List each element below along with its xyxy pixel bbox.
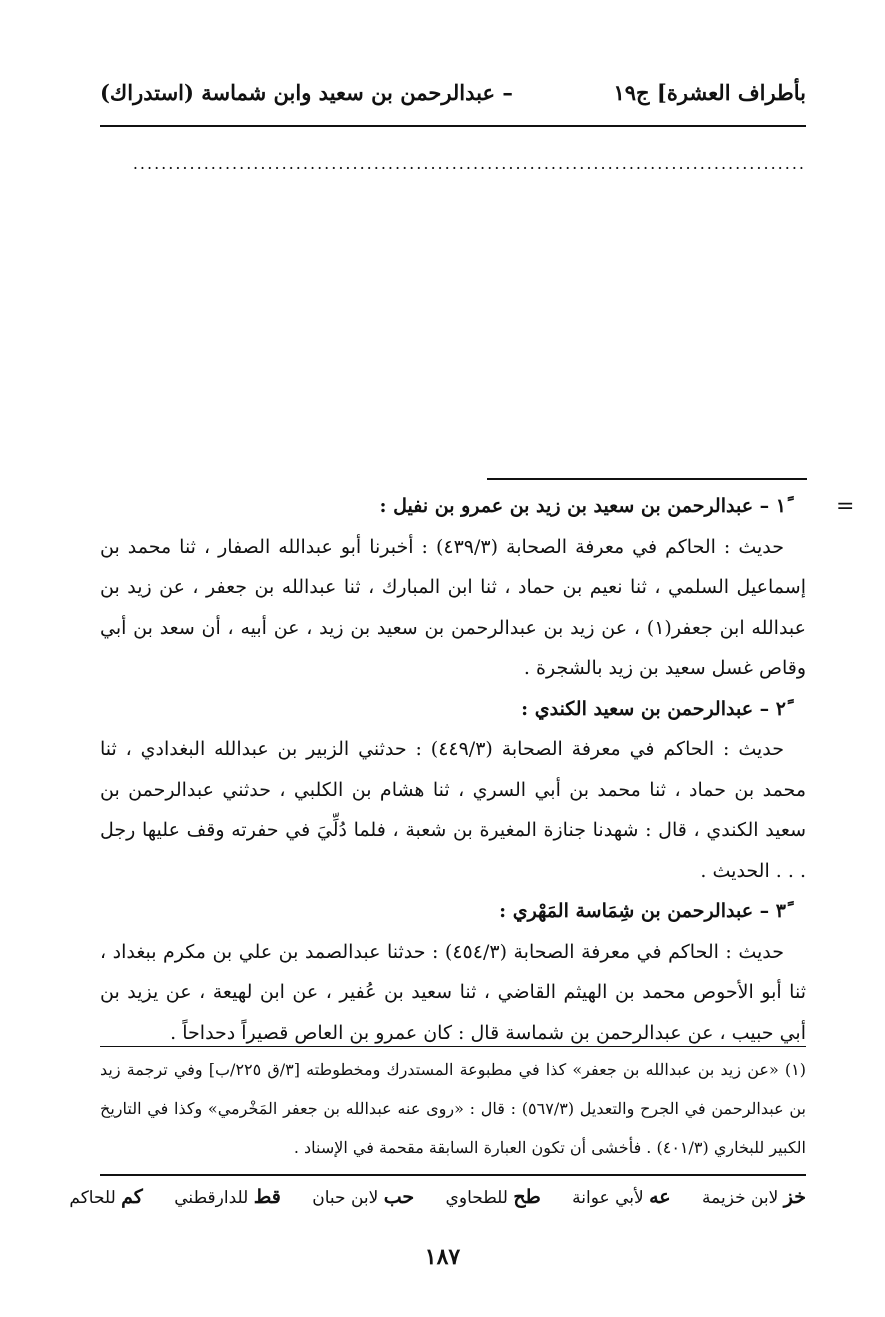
abbreviation-item bbox=[446, 1186, 541, 1208]
abbreviation-code: كم bbox=[121, 1186, 143, 1208]
abbreviation-label: للدارقطني bbox=[174, 1188, 249, 1208]
footnote-separator bbox=[100, 1046, 806, 1047]
abbreviation-code: عه bbox=[649, 1186, 671, 1208]
abbreviation-label: لابن خزيمة bbox=[702, 1188, 779, 1208]
section-separator bbox=[487, 478, 807, 480]
abbreviation-label: لأبي عوانة bbox=[572, 1188, 644, 1208]
continuation-mark: = bbox=[836, 494, 855, 519]
abbreviation-item bbox=[69, 1186, 142, 1208]
footer-rule bbox=[100, 1174, 806, 1176]
header-rule bbox=[100, 125, 806, 127]
abbreviation-label: لابن حبان bbox=[312, 1188, 379, 1208]
entry-text: حديث : الحاكم في معرفة الصحابة (٤٥٤/٣) : حدثنا عبدالصمد بن علي بن مكرم ببغداد ، ثنا أبو الأحوص محمد بن الهيثم القاضي ، ثنا سعيد بن عُفير ، عن ابن لهيعة ، عن يزيد بن أبي حبيب ، عن عبدالرحمن بن شماسة قال : كان عمرو بن العاص قصيراً دحداحاً . bbox=[100, 940, 806, 1044]
entry-heading: ٣ً – عبدالرحمن بن شِمَاسة المَهْري : bbox=[499, 900, 786, 922]
page-number: ١٨٧ bbox=[424, 1244, 461, 1270]
header-subject: – عبدالرحمن بن سعيد وابن شماسة (استدراك) bbox=[100, 80, 513, 105]
abbreviation-item bbox=[572, 1186, 670, 1208]
abbreviation-item bbox=[312, 1186, 414, 1208]
abbreviation-code: حب bbox=[383, 1186, 415, 1208]
abbreviation-code: قط bbox=[253, 1186, 281, 1208]
abbreviation-code: طح bbox=[513, 1186, 541, 1208]
entry-text: حديث : الحاكم في معرفة الصحابة (٤٣٩/٣) : أخبرنا أبو عبدالله الصفار ، ثنا محمد بن إسماعيل السلمي ، ثنا نعيم بن حماد ، ثنا ابن المبارك ، ثنا عبدالله بن جعفر ، عن زيد بن عبدالله ابن جعفر(١) ، عن زيد بن عبدالرحمن بن سعيد بن زيد ، عن أبيه ، أن سعد بن أبي وقاص غسل سعيد بن زيد بالشجرة . bbox=[100, 535, 806, 679]
footnotes bbox=[100, 1050, 806, 1167]
main-text bbox=[100, 486, 806, 1053]
abbreviation-item bbox=[174, 1186, 281, 1208]
abbreviation-label: للحاكم bbox=[69, 1188, 116, 1208]
abbreviation-key bbox=[69, 1186, 806, 1208]
entry-text: حديث : الحاكم في معرفة الصحابة (٤٤٩/٣) : حدثني الزبير بن عبدالله البغدادي ، ثنا محمد بن حماد ، ثنا محمد بن أبي السري ، ثنا هشام بن الكلبي ، حدثني عبدالرحمن بن سعيد الكندي ، قال : شهدنا جنازة المغيرة بن شعبة ، فلما دُلِّيَ في حفرته وقف عليها رجل . . . الحديث . bbox=[100, 738, 806, 882]
abbreviation-item bbox=[702, 1186, 806, 1208]
footnote: (١) «عن زيد بن عبدالله بن جعفر» كذا في مطبوعة المستدرك ومخطوطته [٣/ق ٢٢٥/ب] وفي ترجمة زيد بن عبدالرحمن في الجرح والتعديل (٥٦٧/٣) : قال : «روى عنه عبدالله بن جعفر المَخْرمي» وكذا في التاريخ الكبير للبخاري (٤٠١/٣) . فأخشى أن تكون العبارة السابقة مقحمة في الإسناد . bbox=[100, 1060, 806, 1157]
header-volume: بأطراف العشرة] ج١٩ bbox=[613, 80, 806, 105]
entry-heading: ١ً – عبدالرحمن بن سعيد بن زيد بن عمرو بن نفيل : bbox=[379, 495, 786, 517]
ellipsis-line: ............................................................................................... bbox=[132, 154, 806, 173]
entry-heading: ٢ً – عبدالرحمن بن سعيد الكندي : bbox=[521, 697, 786, 720]
abbreviation-code: خز bbox=[783, 1186, 806, 1208]
abbreviation-label: للطحاوي bbox=[445, 1188, 508, 1208]
running-header bbox=[100, 80, 806, 120]
